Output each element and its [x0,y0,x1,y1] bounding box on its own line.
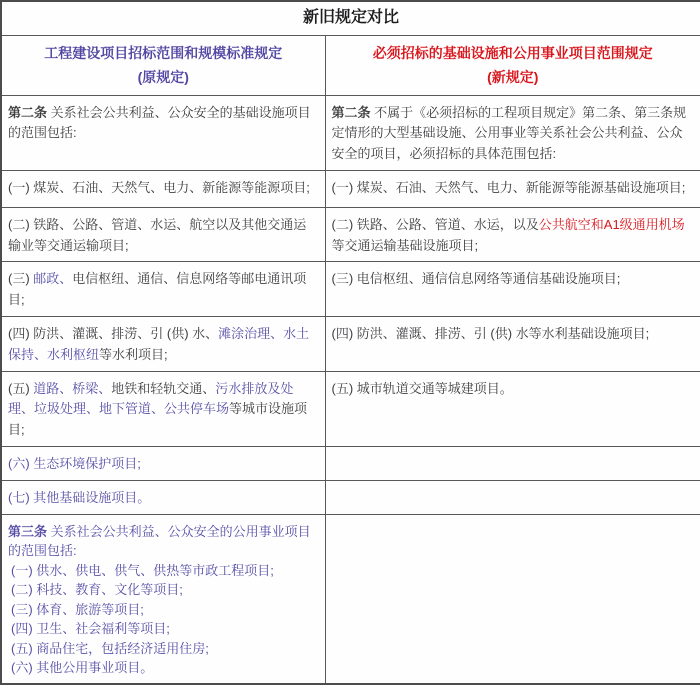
item5-row [1,371,700,446]
item2-row [1,207,700,262]
article3-item: (一) 供水、供电、供气、供热等市政工程项目; [11,562,274,578]
article3-item: (六) 其他公用事业项目。 [11,660,154,676]
page-title: 新旧规定对比 [1,1,700,35]
old-only-item-text: (七) 其他基础设施项目。 [8,489,151,505]
article3-row [1,514,700,684]
old-article2-intro-cell [1,95,325,170]
article3-item: (五) 商品住宅，包括经济适用住房; [11,640,209,656]
article2-intro-row [1,95,700,170]
new-item4-cell [325,317,700,372]
item-text: 等水利项目; [99,346,168,362]
item3-row [1,262,700,317]
article-text: 关系社会公共利益、公众安全的公用事业项目的范围包括: [8,523,311,559]
item-text: 地铁和轻轨交通、 [111,380,216,396]
article-term: 第二条 [331,104,371,120]
new-regulation-subtitle: (新规定) [487,69,539,85]
header-row [1,35,700,95]
item-text: 电信枢纽、通信、信息网络等邮电通讯项目; [8,271,307,308]
old-item1-cell [1,170,325,207]
new-article3-empty-cell [325,514,700,684]
old-highlight-text: 邮政、 [33,271,73,287]
old-highlight-text: 污水排放及处理、垃圾处理、地下管道、公共停车场 [8,380,294,417]
item-text: (五) 城市轨道交通等城建项目。 [331,380,513,396]
old-only-item-text: (六) 生态环境保护项目; [8,456,141,472]
item-text: (一) 煤炭、石油、天然气、电力、新能源等能源项目; [8,179,310,195]
item-text: (三) [8,271,34,287]
old-article3-cell [1,514,325,684]
new-highlight-text: 公共航空和A1级通用机场 [538,216,685,232]
new-regulation-title: 必须招标的基础设施和公用事业项目范围规定 [372,44,653,61]
old-item5-cell [1,371,325,446]
old-item2-cell [1,207,325,262]
old-item3-cell [1,262,325,317]
article3-item: (三) 体育、旅游等项目; [11,601,144,617]
article3-item: (二) 科技、教育、文化等项目; [11,582,183,598]
old-item4-cell [1,317,325,372]
item-text: 等交通运输基础设施项目; [331,237,479,253]
old-highlight-text: 滩涂治理、水土保持、水利枢纽 [8,326,310,362]
old-item6-cell [1,447,325,481]
item-text: (二) 铁路、公路、管道、水运、航空以及其他交通运输业等交通运输项目; [8,216,307,253]
item-text: (四) 防洪、灌溉、排涝、引 (供) 水、 [8,326,219,342]
item-text: (一) 煤炭、石油、天然气、电力、新能源等能源基础设施项目; [331,179,686,195]
item4-row [1,317,700,372]
item-text: (四) 防洪、灌溉、排涝、引 (供) 水等水利基础设施项目; [331,326,650,342]
item7-row [1,480,700,514]
new-item6-empty-cell [325,447,700,481]
item6-row [1,447,700,481]
article3-item: (四) 卫生、社会福利等项目; [11,621,170,637]
new-item7-empty-cell [325,480,700,514]
item-text: (三) 电信枢纽、通信信息网络等通信基础设施项目; [331,271,621,287]
old-regulation-subtitle: (原规定) [137,69,189,85]
article-term: 第二条 [8,104,48,120]
article-term: 第三条 [8,523,48,539]
new-regulation-header [325,35,700,95]
old-item7-cell [1,480,325,514]
new-item1-cell [325,170,700,207]
new-item3-cell [325,262,700,317]
item1-row [1,170,700,207]
item-text: 等城市设施项目; [8,401,308,438]
old-regulation-header [1,35,325,95]
article-text: 不属于《必须招标的工程项目规定》第二条、第三条规定情形的大型基础设施、公用事业等关系社会公共利益、公众安全的项目，必须招标的具体范围包括: [331,104,687,162]
item-text: (二) 铁路、公路、管道、水运，以及 [331,216,539,232]
item-text: (五) [8,380,34,396]
article-text: 关系社会公共利益、公众安全的基础设施项目的范围包括: [8,104,311,141]
old-highlight-text: 道路、桥梁、 [33,380,112,396]
old-regulation-title: 工程建设项目招标范围和规模标准规定 [44,44,283,61]
new-article2-intro-cell [325,95,700,170]
title-row [1,1,700,35]
new-item2-cell [325,207,700,262]
new-item5-cell [325,371,700,446]
article3-intro [8,522,317,561]
